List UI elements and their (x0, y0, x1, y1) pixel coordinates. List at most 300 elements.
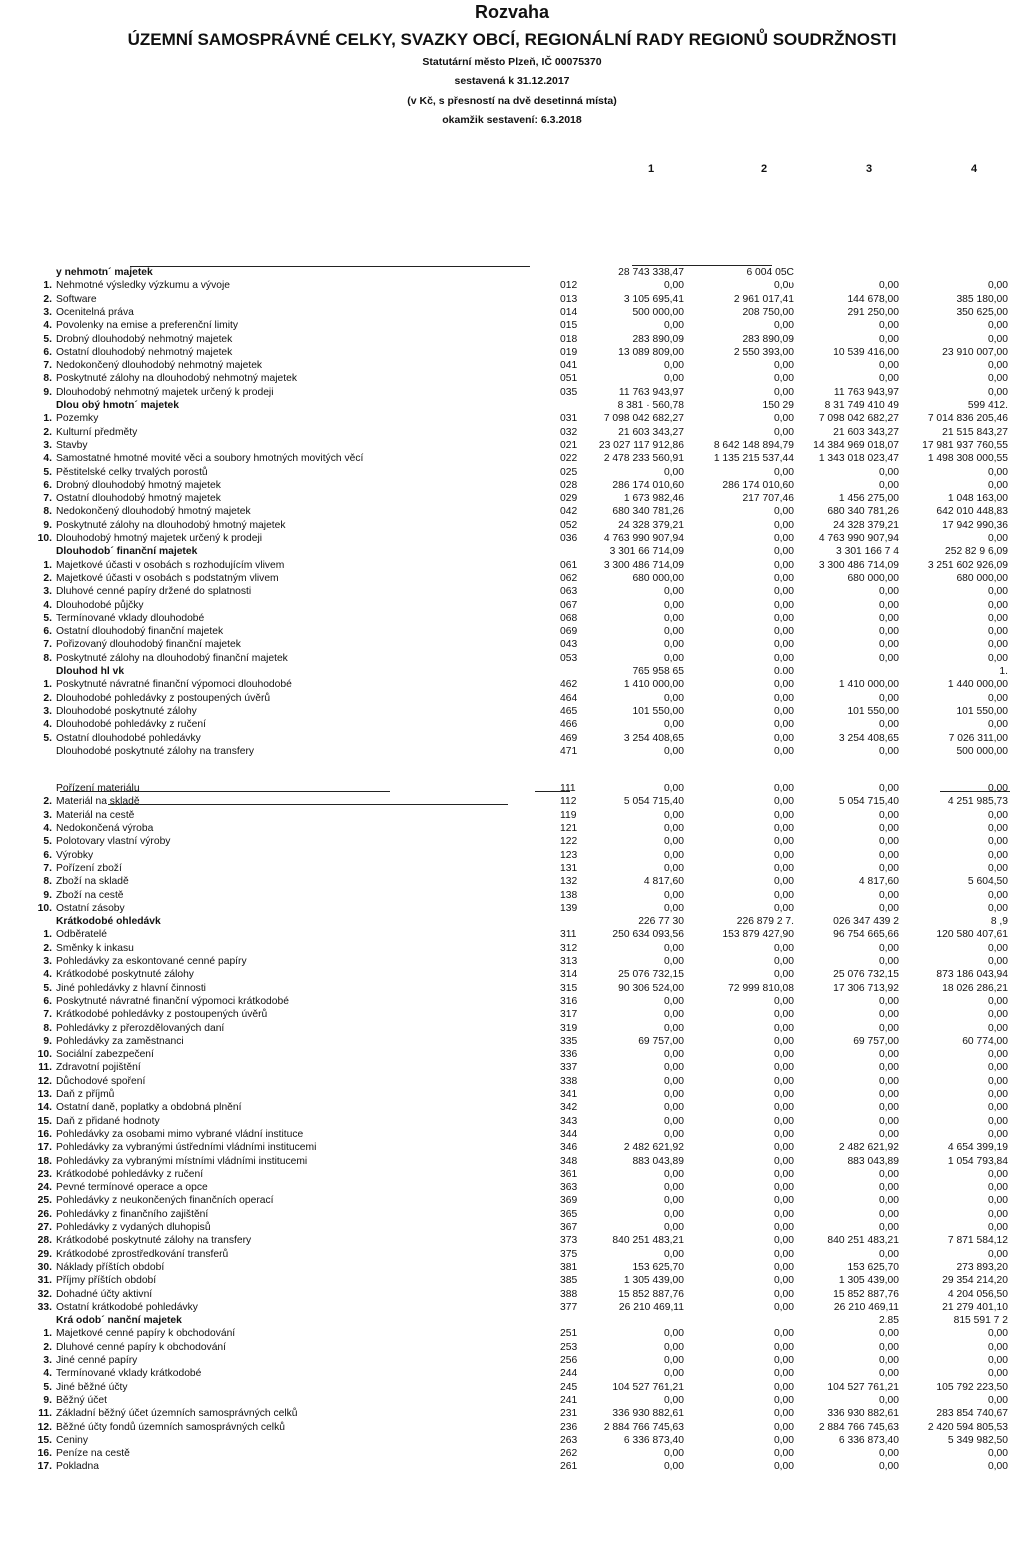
value-col-2: 0,00 (773, 1434, 794, 1446)
value-col-3: 0,00 (878, 849, 899, 861)
value-col-2: 0,00 (773, 745, 794, 757)
row-label: Dlouhodobé půjčky (56, 599, 144, 611)
row-number: 4. (43, 1368, 52, 1380)
row-label: Majetkové účasti v osobách s rozhodujícím vlivem (56, 559, 285, 571)
row-label: Dlouhodobé poskytnuté zálohy na transfery (56, 745, 255, 757)
value-col-2: 0,00 (773, 1182, 794, 1194)
value-col-4: 0,00 (987, 1062, 1008, 1074)
account-code: 111 (560, 783, 576, 795)
account-code: 021 (560, 439, 578, 451)
table-row (0, 1327, 1024, 1340)
table-row (0, 732, 1024, 745)
value-col-2: 0,00 (773, 1355, 794, 1366)
value-col-3: 0,00 (878, 1341, 899, 1353)
units-line: (v Kč, s přesností na dvě desetinná místa) (407, 95, 617, 107)
account-code: 236 (560, 1421, 578, 1433)
value-col-2: 0,00 (773, 599, 794, 611)
row-label: Náklady příštích období (56, 1261, 165, 1273)
row-number: 10. (37, 902, 52, 914)
value-col-2: 0,00 (773, 1142, 794, 1154)
row-number: 3. (43, 956, 52, 967)
value-col-3: 680 340 781,26 (827, 506, 899, 518)
value-col-2: 0,00 (773, 546, 794, 558)
value-col-4: 0,00 (987, 862, 1008, 874)
value-col-2: 0,00 (773, 1328, 794, 1340)
value-col-4: 0,00 (987, 639, 1008, 651)
value-col-4: 642 010 448,83 (936, 506, 1008, 518)
value-col-4: 0,00 (987, 1075, 1008, 1087)
account-code: 363 (560, 1182, 578, 1194)
value-col-2: 208 750,00 (742, 306, 794, 318)
row-label: Dlouhodobé pohledávky z ručení (56, 719, 206, 731)
value-col-4: 0,00 (987, 1195, 1008, 1207)
account-code: 244 (560, 1368, 578, 1380)
row-label: Krátkodobé ohledávk (56, 916, 161, 928)
value-col-1: 226 77 30 (638, 916, 684, 928)
value-col-4: 0,00 (987, 626, 1008, 638)
value-col-1: 0,00 (663, 1222, 684, 1233)
row-label: Jiné běžné účty (56, 1381, 128, 1393)
value-col-2: 6 004 05C (746, 267, 794, 278)
value-col-1: 0,00 (663, 612, 684, 624)
value-col-1: 0,00 (663, 599, 684, 611)
account-code: 029 (560, 493, 578, 505)
value-col-1: 0,00 (663, 1195, 684, 1207)
value-col-2: 0,00 (773, 559, 794, 571)
row-label: Poskytnuté zálohy na dlouhodobý finanční majetek (56, 652, 288, 664)
account-code: 138 (560, 889, 578, 901)
table-row (0, 346, 1024, 359)
table-row (0, 333, 1024, 346)
table-row (0, 1008, 1024, 1021)
value-col-3: 0,00 (878, 373, 899, 385)
row-label: Pozemky (56, 413, 99, 425)
account-code: 123 (560, 849, 578, 861)
table-row (0, 942, 1024, 955)
account-code: 388 (560, 1288, 578, 1300)
value-col-4: 0,00 (987, 1102, 1008, 1114)
value-col-1: 5 054 715,40 (623, 796, 684, 808)
value-col-2: 153 879 427,90 (722, 929, 794, 941)
account-code: 261 (560, 1461, 578, 1473)
row-label: Dlouhodob´ finanční majetek (56, 546, 198, 558)
account-code: 464 (560, 692, 578, 704)
value-col-3: 0,00 (878, 333, 899, 345)
value-col-3: 153 625,70 (847, 1261, 899, 1273)
account-code: 469 (560, 732, 578, 744)
account-code: 245 (560, 1381, 578, 1393)
value-col-4: 0,00 (987, 1328, 1008, 1340)
value-col-4: 0,00 (987, 956, 1008, 967)
value-col-2: 0,00 (773, 836, 794, 848)
value-col-2: 0,00 (773, 626, 794, 638)
row-number: 1. (43, 679, 52, 691)
value-col-4: 0,00 (987, 783, 1008, 795)
value-col-2: 0,00 (773, 1448, 794, 1460)
table-row (0, 1155, 1024, 1168)
row-number: 2. (43, 942, 52, 954)
row-label: Nedokončená výroba (56, 823, 154, 834)
value-col-2: 0,00 (773, 1115, 794, 1127)
row-label: Poskytnuté návratné finanční výpomoci krátkodobé (56, 995, 289, 1007)
value-col-1: 24 328 379,21 (618, 519, 684, 531)
value-col-4: 0,00 (987, 1248, 1008, 1260)
value-col-2: 0,00 (773, 1009, 794, 1021)
value-col-2: 0,00 (773, 809, 794, 821)
row-number: 2. (43, 1341, 52, 1353)
value-col-3: 2.85 (878, 1315, 899, 1327)
value-col-1: 104 527 761,21 (612, 1381, 684, 1393)
value-col-1: 15 852 887,76 (618, 1288, 684, 1300)
value-col-3: 0,00 (878, 995, 899, 1007)
table-row (0, 1341, 1024, 1354)
table-row (0, 1460, 1024, 1473)
value-col-1: 6 336 873,40 (623, 1434, 684, 1446)
value-col-4: 283 854 740,67 (936, 1408, 1008, 1420)
row-label: Příjmy příštích období (56, 1275, 157, 1287)
value-col-3: 0,00 (878, 626, 899, 638)
value-col-2: 0,00 (773, 1288, 794, 1300)
row-number: 1. (43, 929, 52, 941)
account-code: 462 (560, 679, 578, 691)
value-col-4: 4 251 985,73 (947, 796, 1008, 808)
table-row (0, 1301, 1024, 1314)
value-col-1: 2 478 233 560,91 (603, 453, 684, 465)
account-code: 263 (560, 1434, 578, 1446)
row-label: Ocenitelná práva (56, 306, 134, 318)
value-col-4: 0,00 (987, 1009, 1008, 1021)
table-row (0, 1088, 1024, 1101)
section-row (0, 545, 1024, 558)
value-col-3: 0,00 (878, 1222, 899, 1233)
value-col-4: 0,00 (987, 692, 1008, 704)
value-col-4: 120 580 407,61 (936, 929, 1008, 941)
row-label: Jiné pohledávky z hlavní činnosti (56, 982, 206, 994)
value-col-4: 0,00 (987, 889, 1008, 901)
value-col-3: 0,00 (878, 320, 899, 332)
value-col-3: 0,00 (878, 809, 899, 821)
account-code: 319 (560, 1022, 578, 1034)
value-col-1: 0,00 (663, 889, 684, 901)
account-code: 253 (560, 1341, 578, 1353)
table-row (0, 479, 1024, 492)
value-col-3: 0,00 (878, 862, 899, 874)
account-code: 063 (560, 586, 578, 598)
table-row (0, 889, 1024, 902)
value-col-2: 0,00 (773, 705, 794, 717)
value-col-1: 90 306 524,00 (618, 982, 684, 994)
value-col-4: 0,00 (987, 942, 1008, 954)
value-col-3: 7 098 042 682,27 (818, 413, 899, 425)
value-col-4: 7 871 584,12 (947, 1235, 1008, 1247)
row-label: Ostatní zásoby (56, 902, 125, 914)
value-col-2: 0,00 (773, 969, 794, 981)
value-col-2: 0,00 (773, 386, 794, 398)
table-row (0, 293, 1024, 306)
row-number: 3. (43, 809, 52, 821)
value-col-2: 0,00 (773, 1128, 794, 1140)
row-number: 1. (43, 280, 52, 292)
value-col-1: 21 603 343,27 (618, 426, 684, 438)
row-number: 2. (43, 692, 52, 704)
value-col-3: 0,00 (878, 1208, 899, 1220)
value-col-1: 0,00 (663, 1089, 684, 1100)
value-col-3: 0,00 (878, 1368, 899, 1380)
row-label: Pohledávky z finančního zajištění (56, 1208, 209, 1220)
value-col-4: 0,00 (987, 1355, 1008, 1366)
account-code: 369 (560, 1195, 578, 1207)
row-number: 15. (37, 1115, 52, 1127)
table-row (0, 795, 1024, 808)
value-col-4: 101 550,00 (956, 705, 1008, 717)
row-label: Krátkodobé pohledávky z ručení (56, 1168, 204, 1180)
row-label: Ostatní dlouhodobý nehmotný majetek (56, 346, 233, 358)
row-number: 30. (37, 1261, 52, 1273)
value-col-4: 17 942 990,36 (942, 519, 1008, 531)
value-col-4: 873 186 043,94 (936, 969, 1008, 981)
value-col-3: 0,00 (878, 360, 899, 372)
row-label: Dohadné účty aktivní (56, 1288, 153, 1300)
value-col-3: 0,00 (878, 1089, 899, 1100)
row-number: 5. (43, 612, 52, 624)
value-col-4: 0,00 (987, 1182, 1008, 1194)
table-row (0, 505, 1024, 518)
row-number: 9. (43, 519, 52, 531)
value-col-3: 25 076 732,15 (833, 969, 899, 981)
value-col-4: 4 654 399,19 (947, 1142, 1008, 1154)
row-label: Zboží na skladě (56, 876, 129, 888)
value-col-3: 0,00 (878, 956, 899, 967)
value-col-2: 0,00 (773, 1102, 794, 1114)
row-label: Povolenky na emise a preferenční limity (56, 320, 238, 332)
value-col-1: 286 174 010,60 (612, 479, 684, 491)
value-col-2: 0,00 (773, 889, 794, 901)
value-col-1: 23 027 117 912,86 (598, 439, 684, 451)
row-label: Odběratelé (56, 929, 107, 941)
table-row (0, 1394, 1024, 1407)
row-number: 2. (43, 426, 52, 438)
value-col-2: 2 550 393,00 (733, 346, 794, 358)
value-col-1: 0,00 (663, 280, 684, 292)
value-col-4: 0,00 (987, 995, 1008, 1007)
value-col-4: 0,00 (987, 719, 1008, 731)
table-row (0, 1367, 1024, 1380)
table-row (0, 1115, 1024, 1128)
account-code: 377 (560, 1301, 578, 1313)
value-col-4: 5 349 982,50 (947, 1434, 1008, 1446)
value-col-3: 0,00 (878, 280, 899, 292)
value-col-2: 0,00 (773, 466, 794, 478)
value-col-4: 0,00 (987, 533, 1008, 544)
account-code: 316 (560, 995, 578, 1007)
value-col-4: 21 279 401,10 (942, 1301, 1008, 1313)
value-col-3: 1 305 439,00 (838, 1275, 899, 1287)
account-code: 121 (560, 823, 578, 834)
value-col-3: 104 527 761,21 (827, 1381, 899, 1393)
row-label: Krátkodobé poskytnuté zálohy na transfery (56, 1235, 252, 1247)
value-col-1: 101 550,00 (632, 705, 684, 717)
row-number: 7. (43, 493, 52, 505)
value-col-1: 336 930 882,61 (612, 1408, 684, 1420)
row-label: Ostatní daně, poplatky a obdobná plnění (56, 1102, 242, 1114)
row-label: Krá odob´ nanční majetek (56, 1315, 182, 1327)
value-col-1: 0,00 (663, 1128, 684, 1140)
value-col-2: 0,00 (773, 942, 794, 954)
entity-line: Statutární město Plzeň, IČ 00075370 (422, 56, 602, 68)
value-col-1: 0,00 (663, 1062, 684, 1074)
value-col-2: 0,00 (773, 1421, 794, 1433)
value-col-4: 0,00 (987, 1128, 1008, 1140)
row-label: Sociální zabezpečení (56, 1049, 154, 1061)
row-number: 5. (43, 333, 52, 345)
value-col-2: 0,00 (773, 862, 794, 874)
row-label: Pohledávky za eskontované cenné papíry (56, 956, 247, 967)
value-col-1: 0,00 (663, 1355, 684, 1366)
value-col-1: 0,00 (663, 639, 684, 651)
table-row (0, 968, 1024, 981)
value-col-3: 0,00 (878, 1102, 899, 1114)
column-number: 3 (866, 163, 873, 175)
table-row (0, 519, 1024, 532)
value-col-3: 24 328 379,21 (833, 519, 899, 531)
account-code: 315 (560, 982, 578, 994)
value-col-3: 0,00 (878, 612, 899, 624)
row-number: 9. (43, 1035, 52, 1047)
value-col-4: 0,00 (987, 902, 1008, 914)
value-col-4: 0,00 (987, 333, 1008, 345)
account-code: 375 (560, 1248, 578, 1260)
value-col-1: 0,00 (663, 1461, 684, 1473)
row-number: 7. (43, 639, 52, 651)
account-code: 471 (560, 745, 578, 757)
account-code: 385 (560, 1275, 578, 1287)
value-col-4: 1 054 793,84 (947, 1155, 1008, 1167)
value-col-2: 0,00 (773, 1089, 794, 1100)
table-row (0, 955, 1024, 968)
row-number: 2. (43, 572, 52, 584)
row-number: 9. (43, 386, 52, 398)
value-col-2: 0,00 (773, 533, 794, 544)
value-col-2: 8 642 148 894,79 (713, 439, 794, 451)
value-col-1: 2 884 766 745,63 (603, 1421, 684, 1433)
row-label: Drobný dlouhodobý hmotný majetek (56, 479, 221, 491)
table-row (0, 279, 1024, 292)
value-col-2: 150 29 (762, 400, 794, 411)
row-number: 4. (43, 320, 52, 332)
table-row (0, 705, 1024, 718)
table-row (0, 638, 1024, 651)
value-col-3: 0,00 (878, 652, 899, 664)
row-label: Dlouhodobé poskytnuté zálohy (56, 705, 197, 717)
value-col-1: 0,00 (663, 902, 684, 914)
table-row (0, 1434, 1024, 1447)
value-col-2: 283 890,09 (742, 333, 794, 345)
report-subtitle: ÚZEMNÍ SAMOSPRÁVNÉ CELKY, SVAZKY OBCÍ, REGIONÁLNÍ RADY REGIONŮ SOUDRŽNOSTI (127, 30, 897, 49)
row-label: Základní běžný účet územních samosprávných celků (56, 1408, 298, 1420)
account-code: 342 (560, 1102, 578, 1114)
row-number: 3. (43, 586, 52, 598)
value-col-4: 105 792 223,50 (936, 1381, 1008, 1393)
row-number: 15. (37, 1434, 52, 1446)
table-row (0, 822, 1024, 835)
value-col-1: 0,00 (663, 836, 684, 848)
row-number: 3. (43, 306, 52, 318)
row-label: Ostatní dlouhodobé pohledávky (56, 732, 201, 744)
table-row (0, 559, 1024, 572)
row-number: 10. (37, 533, 52, 544)
value-col-1: 0,00 (663, 942, 684, 954)
value-col-1: 0,00 (663, 956, 684, 967)
value-col-3: 0,00 (878, 1394, 899, 1406)
row-label: Poskytnuté návratné finanční výpomoci dlouhodobé (56, 679, 292, 691)
value-col-3: 17 306 713,92 (833, 982, 899, 994)
value-col-1: 0,00 (663, 1341, 684, 1353)
value-col-2: 0,00 (773, 1394, 794, 1406)
value-col-1: 13 089 809,00 (618, 346, 684, 358)
value-col-1: 11 763 943,97 (618, 386, 684, 398)
value-col-4: 0,00 (987, 1089, 1008, 1100)
account-code: 061 (560, 559, 578, 571)
value-col-2: 0,00 (773, 1261, 794, 1273)
value-col-2: 0,00 (773, 1301, 794, 1313)
account-code: 041 (560, 360, 578, 372)
value-col-3: 0,00 (878, 1195, 899, 1207)
value-col-3: 0,00 (878, 836, 899, 848)
value-col-1: 153 625,70 (632, 1261, 684, 1273)
value-col-2: 217 707,46 (742, 493, 794, 505)
value-col-2: 0,00 (773, 612, 794, 624)
account-code: 335 (560, 1035, 578, 1047)
row-label: Majetkové cenné papíry k obchodování (56, 1328, 236, 1340)
row-label: Běžné účty fondů územních samosprávných celků (56, 1421, 285, 1433)
value-col-3: 4 763 990 907,94 (818, 533, 899, 544)
value-col-1: 283 890,09 (632, 333, 684, 345)
row-number: 4. (43, 969, 52, 981)
account-code: 313 (560, 956, 578, 967)
value-col-1: 0,00 (663, 783, 684, 795)
value-col-3: 0,00 (878, 889, 899, 901)
table-row (0, 995, 1024, 1008)
value-col-1: 0,00 (663, 1115, 684, 1127)
table-row (0, 1447, 1024, 1460)
value-col-3: 15 852 887,76 (833, 1288, 899, 1300)
account-code: 043 (560, 639, 578, 651)
account-code: 367 (560, 1222, 578, 1233)
value-col-2: 0,00 (773, 1408, 794, 1420)
row-number: 8. (43, 506, 52, 518)
value-col-4: 815 591 7 2 (953, 1315, 1008, 1327)
account-code: 051 (560, 373, 578, 385)
value-col-4: 500 000,00 (956, 745, 1008, 757)
value-col-4: 0,00 (987, 1461, 1008, 1473)
value-col-1: 840 251 483,21 (612, 1235, 684, 1247)
value-col-3: 2 884 766 745,63 (818, 1421, 899, 1433)
value-col-2: 226 879 2 7. (736, 916, 794, 928)
value-col-2: 0,00 (773, 1195, 794, 1207)
value-col-3: 101 550,00 (847, 705, 899, 717)
value-col-3: 5 054 715,40 (838, 796, 899, 808)
table-row (0, 359, 1024, 372)
value-col-2: 0,00 (773, 1368, 794, 1380)
value-col-3: 291 250,00 (847, 306, 899, 318)
row-number: 7. (43, 862, 52, 874)
row-label: y nehmotn´ majetek (56, 267, 153, 278)
account-code: 465 (560, 705, 578, 717)
account-code: 381 (560, 1261, 578, 1273)
row-label: Pokladna (56, 1461, 99, 1473)
row-label: Jiné cenné papíry (56, 1355, 138, 1366)
account-code: 028 (560, 479, 578, 491)
